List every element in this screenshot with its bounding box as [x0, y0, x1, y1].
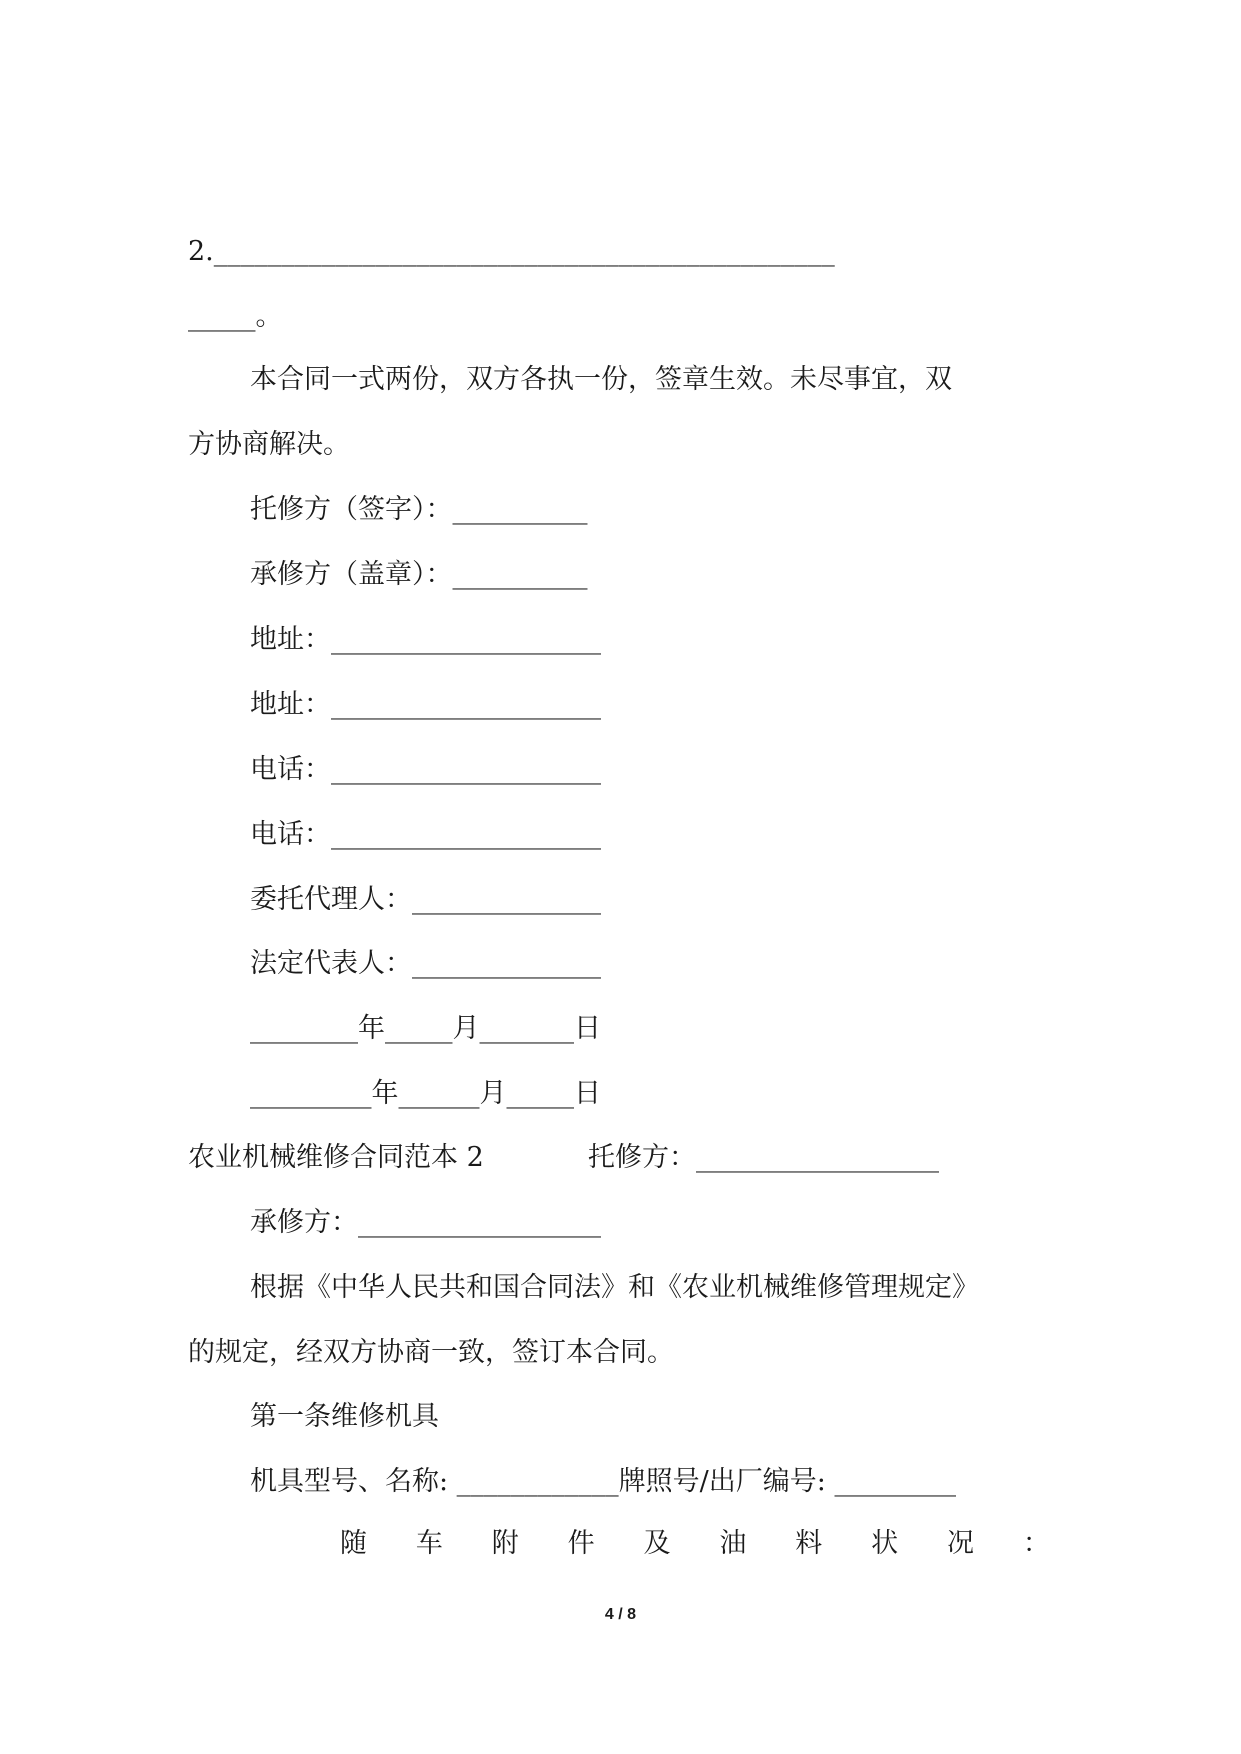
spread-char: 状	[871, 1528, 899, 1559]
field-client-signature: 托修方（签字）：__________	[250, 494, 588, 525]
paragraph-copies: 本合同一式两份，双方各执一份，签章生效。未尽事宜，双	[250, 364, 952, 395]
accessories-fuel-status-line	[340, 1524, 1050, 1564]
field-address-1: 地址：____________________	[250, 624, 601, 655]
field-repairer-seal: 承修方（盖章）：__________	[250, 559, 588, 590]
field-date-2: _________年______月_____日	[250, 1078, 601, 1109]
paragraph-copies-cont: 方协商解决。	[188, 429, 350, 460]
spread-char: 随	[340, 1528, 367, 1559]
contract-template-title: 农业机械维修合同范本 2	[188, 1142, 484, 1173]
field-legal-rep: 法定代表人：______________	[250, 948, 601, 979]
field-machine-model: 机具型号、名称: ____________牌照号/出厂编号: _________	[250, 1466, 956, 1497]
blank-line-2: 2.______________________________________________	[188, 236, 835, 267]
spread-char: 料	[795, 1528, 823, 1559]
spread-char: 车	[415, 1528, 443, 1559]
paragraph-basis: 根据《中华人民共和国合同法》和《农业机械维修管理规定》	[250, 1272, 979, 1303]
field-repairer: 承修方：__________________	[250, 1207, 601, 1238]
field-phone-1: 电话：____________________	[250, 754, 601, 785]
spread-char: ：	[1022, 1528, 1050, 1559]
field-date-1: ________年_____月_______日	[250, 1013, 601, 1044]
field-address-2: 地址：____________________	[250, 689, 601, 720]
spread-char: 附	[491, 1528, 519, 1559]
paragraph-basis-cont: 的规定，经双方协商一致，签订本合同。	[188, 1337, 674, 1368]
article-1-heading: 第一条维修机具	[250, 1401, 439, 1432]
field-phone-2: 电话：____________________	[250, 819, 601, 850]
field-client: 托修方：__________________	[588, 1142, 939, 1173]
spread-char: 况	[947, 1528, 974, 1559]
field-agent: 委托代理人：______________	[250, 884, 601, 915]
blank-line-2-cont: _____。	[188, 301, 283, 332]
spread-char: 及	[643, 1528, 671, 1559]
page-number: 4 / 8	[604, 1606, 637, 1623]
spread-char: 油	[719, 1528, 747, 1559]
spread-char: 件	[567, 1528, 595, 1559]
